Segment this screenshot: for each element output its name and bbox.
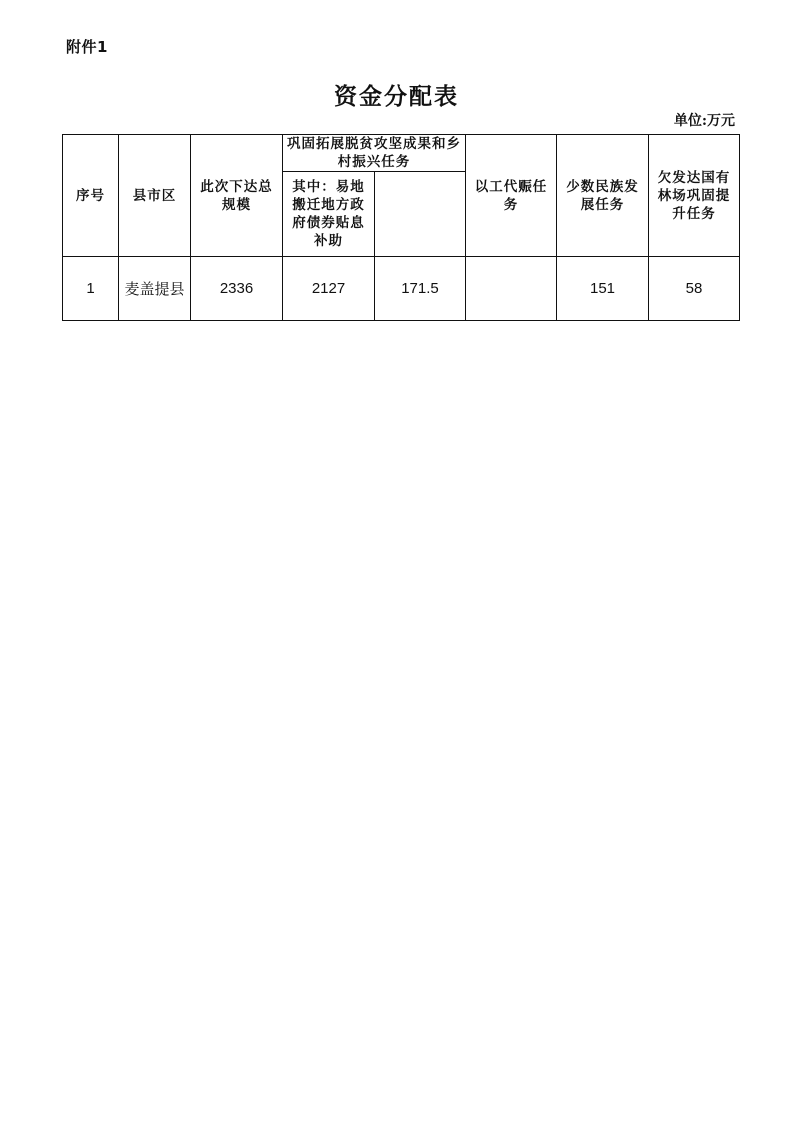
table-row xyxy=(63,257,740,321)
cell-county: 麦盖提县 xyxy=(119,257,191,321)
col-header-minority: 少数民族发展任务 xyxy=(557,135,649,257)
col-header-consolidate: 巩固拓展脱贫攻坚成果和乡村振兴任务 xyxy=(283,135,466,172)
col-header-seq: 序号 xyxy=(63,135,119,257)
col-header-county: 县市区 xyxy=(119,135,191,257)
cell-total: 2336 xyxy=(191,257,283,321)
cell-seq: 1 xyxy=(63,257,119,321)
cell-consolidate: 2127 xyxy=(283,257,375,321)
cell-work-relief xyxy=(466,257,557,321)
cell-forest-farm: 58 xyxy=(649,257,740,321)
col-header-relocation: 其中：易地搬迁地方政府债券贴息补助 xyxy=(283,172,375,257)
cell-minority: 151 xyxy=(557,257,649,321)
attachment-label: 附件1 xyxy=(66,38,108,56)
unit-label: 单位:万元 xyxy=(673,113,735,129)
page-title: 资金分配表 xyxy=(334,83,459,110)
col-header-work-relief: 以工代赈任务 xyxy=(466,135,557,257)
cell-relocation: 171.5 xyxy=(375,257,466,321)
col-header-total: 此次下达总规模 xyxy=(191,135,283,257)
col-header-forest-farm: 欠发达国有林场巩固提升任务 xyxy=(649,135,740,257)
allocation-table xyxy=(62,134,740,321)
